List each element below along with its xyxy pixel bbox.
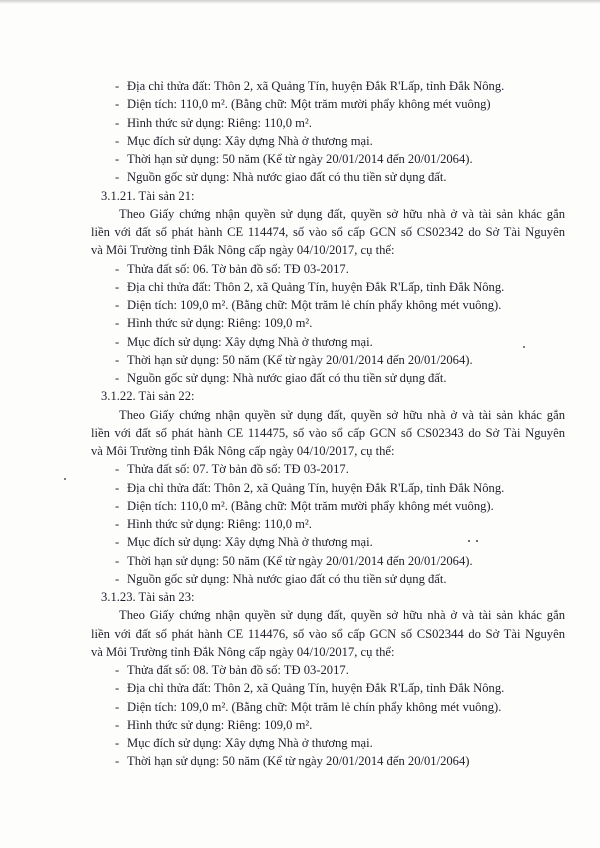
bullet-item: [91, 333, 565, 351]
bullet-dash: -: [115, 736, 120, 750]
bullet-dash: -: [115, 498, 120, 513]
bullet-item: [91, 77, 565, 95]
bullet-dash: -: [115, 170, 120, 185]
paragraph-line: [91, 424, 565, 442]
bullet-dash: -: [115, 279, 120, 294]
bullet-dash: -: [115, 681, 120, 696]
bullet-text: Nguồn gốc sử dụng: Nhà nước giao đất có thu tiền sử dụng đất.: [127, 571, 447, 586]
bullet-dash: -: [115, 79, 120, 93]
bullet-dash: -: [115, 334, 120, 349]
bullet-dash: -: [115, 480, 120, 495]
bullet-dash: -: [115, 152, 120, 166]
bullet-item: [91, 552, 565, 570]
bullet-dash: -: [115, 97, 120, 112]
bullet-text: Địa chỉ thửa đất: Thôn 2, xã Quảng Tín, huyện Đắk R'Lấp, tỉnh Đắk Nông.: [127, 79, 505, 93]
bullet-text: Diện tích: 109,0 m². (Bằng chữ: Một trăm lẻ chín phẩy không mét vuông).: [127, 298, 502, 312]
bullet-item: [91, 260, 565, 278]
scan-speck: [64, 478, 66, 480]
bullet-item: [91, 570, 565, 588]
bullet-dash: -: [115, 663, 120, 677]
bullet-item: [91, 351, 565, 369]
bullet-item: [91, 95, 565, 113]
bullet-text: Nguồn gốc sử dụng: Nhà nước giao đất có thu tiền sử dụng đất.: [127, 170, 447, 185]
paragraph-line: [91, 606, 565, 624]
bullet-item: [91, 114, 565, 132]
bullet-item: [91, 679, 565, 697]
bullet-item: [91, 752, 565, 770]
paragraph-text: Theo Giấy chứng nhận quyền sử dụng đất, quyền sở hữu nhà ở và tài sản khác gắn: [119, 608, 565, 623]
bullet-item: [91, 716, 565, 734]
bullet-item: [91, 734, 565, 752]
bullet-dash: -: [115, 754, 120, 769]
bullet-item: [91, 497, 565, 515]
bullet-dash: -: [115, 298, 120, 312]
paragraph-text: liền với đất số phát hành CE 114474, số vào sổ cấp GCN số CS02342 do Sở Tài Nguyên: [91, 225, 565, 239]
bullet-item: [91, 661, 565, 679]
bullet-item: [91, 515, 565, 533]
bullet-text: Thời hạn sử dụng: 50 năm (Kể từ ngày 20/01/2014 đến 20/01/2064).: [127, 352, 473, 367]
bullet-item: [91, 296, 565, 314]
bullet-text: Diện tích: 110,0 m². (Bằng chữ: Một trăm mười phẩy không mét vuông): [127, 97, 491, 112]
bullet-text: Thửa đất số: 08. Tờ bản đồ số: TĐ 03-2017.: [127, 663, 349, 677]
bullet-dash: -: [115, 115, 120, 130]
section-heading: 3.1.22. Tài sản 22:: [101, 389, 195, 404]
bullet-dash: -: [115, 352, 120, 367]
bullet-text: Hình thức sử dụng: Riêng: 109,0 m².: [127, 316, 313, 331]
bullet-dash: -: [115, 133, 120, 148]
paragraph-text: Theo Giấy chứng nhận quyền sử dụng đất, quyền sở hữu nhà ở và tài sản khác gắn: [119, 407, 565, 422]
bullet-text: Nguồn gốc sử dụng: Nhà nước giao đất có thu tiền sử dụng đất.: [127, 371, 447, 385]
paragraph-line: [91, 406, 565, 424]
bullet-text: Thời hạn sử dụng: 50 năm (Kể từ ngày 20/01/2014 đến 20/01/2064).: [127, 152, 473, 166]
paragraph-line: [91, 625, 565, 643]
paragraph-line: và Môi Trường tỉnh Đắk Nông cấp ngày 04/10/2017, cụ thể:: [91, 444, 395, 458]
bullet-text: Mục đích sử dụng: Xây dựng Nhà ở thương mại.: [127, 736, 373, 750]
scan-speck: [476, 540, 478, 542]
paragraph-text: liền với đất số phát hành CE 114475, số vào sổ cấp GCN số CS02343 do Sở Tài Nguyên: [91, 425, 565, 440]
bullet-dash: -: [115, 535, 120, 550]
bullet-item: [91, 314, 565, 332]
bullet-item: [91, 168, 565, 186]
bullet-text: Mục đích sử dụng: Xây dựng Nhà ở thương mại.: [127, 334, 373, 349]
bullet-text: Hình thức sử dụng: Riêng: 109,0 m².: [127, 717, 313, 732]
bullet-dash: -: [115, 717, 120, 732]
bullet-text: Hình thức sử dụng: Riêng: 110,0 m².: [127, 517, 312, 531]
paragraph-line: và Môi Trường tỉnh Đắk Nông cấp ngày 04/10/2017, cụ thể:: [91, 644, 395, 659]
bullet-item: [91, 150, 565, 168]
scan-speck: [523, 346, 525, 348]
bullet-item: [91, 479, 565, 497]
section-heading: 3.1.21. Tài sản 21:: [101, 188, 195, 203]
bullet-item: [91, 460, 565, 478]
paragraph-line: và Môi Trường tỉnh Đắk Nông cấp ngày 04/10/2017, cụ thể:: [91, 243, 395, 258]
bullet-item: [91, 698, 565, 716]
bullet-text: Diện tích: 109,0 m². (Bằng chữ: Một trăm lẻ chín phẩy không mét vuông).: [127, 699, 502, 714]
bullet-text: Diện tích: 110,0 m². (Bằng chữ: Một trăm mười phẩy không mét vuông).: [127, 498, 494, 513]
bullet-item: [91, 533, 565, 551]
bullet-text: Thửa đất số: 06. Tờ bản đồ số: TĐ 03-2017.: [127, 261, 349, 276]
paragraph-text: liền với đất số phát hành CE 114476, số vào sổ cấp GCN số CS02344 do Sở Tài Nguyên: [91, 626, 565, 641]
bullet-dash: -: [115, 462, 120, 477]
scan-speck: [468, 540, 470, 542]
bullet-text: Hình thức sử dụng: Riêng: 110,0 m².: [127, 115, 312, 130]
bullet-item: [91, 132, 565, 150]
bullet-text: Địa chỉ thửa đất: Thôn 2, xã Quảng Tín, huyện Đắk R'Lấp, tỉnh Đắk Nông.: [127, 681, 505, 696]
bullet-dash: -: [115, 553, 120, 568]
bullet-item: [91, 369, 565, 387]
bullet-text: Mục đích sử dụng: Xây dựng Nhà ở thương mại.: [127, 133, 373, 148]
bullet-text: Địa chỉ thửa đất: Thôn 2, xã Quảng Tín, huyện Đắk R'Lấp, tỉnh Đắk Nông.: [127, 480, 505, 495]
paragraph-line: [91, 223, 565, 241]
bullet-text: Thời hạn sử dụng: 50 năm (Kể từ ngày 20/01/2014 đến 20/01/2064).: [127, 553, 473, 568]
scan-edge-shadow: [0, 0, 600, 4]
bullet-dash: -: [115, 517, 120, 531]
bullet-dash: -: [115, 371, 120, 385]
bullet-text: Mục đích sử dụng: Xây dựng Nhà ở thương mại.: [127, 535, 373, 550]
bullet-text: Thửa đất số: 07. Tờ bản đồ số: TĐ 03-2017.: [127, 462, 349, 477]
paragraph-line: [91, 205, 565, 223]
section-heading: 3.1.23. Tài sản 23:: [101, 590, 195, 604]
bullet-dash: -: [115, 261, 120, 276]
bullet-item: [91, 278, 565, 296]
bullet-dash: -: [115, 316, 120, 331]
paragraph-text: Theo Giấy chứng nhận quyền sử dụng đất, quyền sở hữu nhà ở và tài sản khác gắn: [119, 206, 565, 221]
bullet-text: Thời hạn sử dụng: 50 năm (Kể từ ngày 20/01/2014 đến 20/01/2064): [127, 754, 470, 769]
document-body: [91, 77, 565, 771]
bullet-dash: -: [115, 571, 120, 586]
bullet-text: Địa chỉ thửa đất: Thôn 2, xã Quảng Tín, huyện Đắk R'Lấp, tỉnh Đắk Nông.: [127, 279, 505, 294]
bullet-dash: -: [115, 699, 120, 714]
